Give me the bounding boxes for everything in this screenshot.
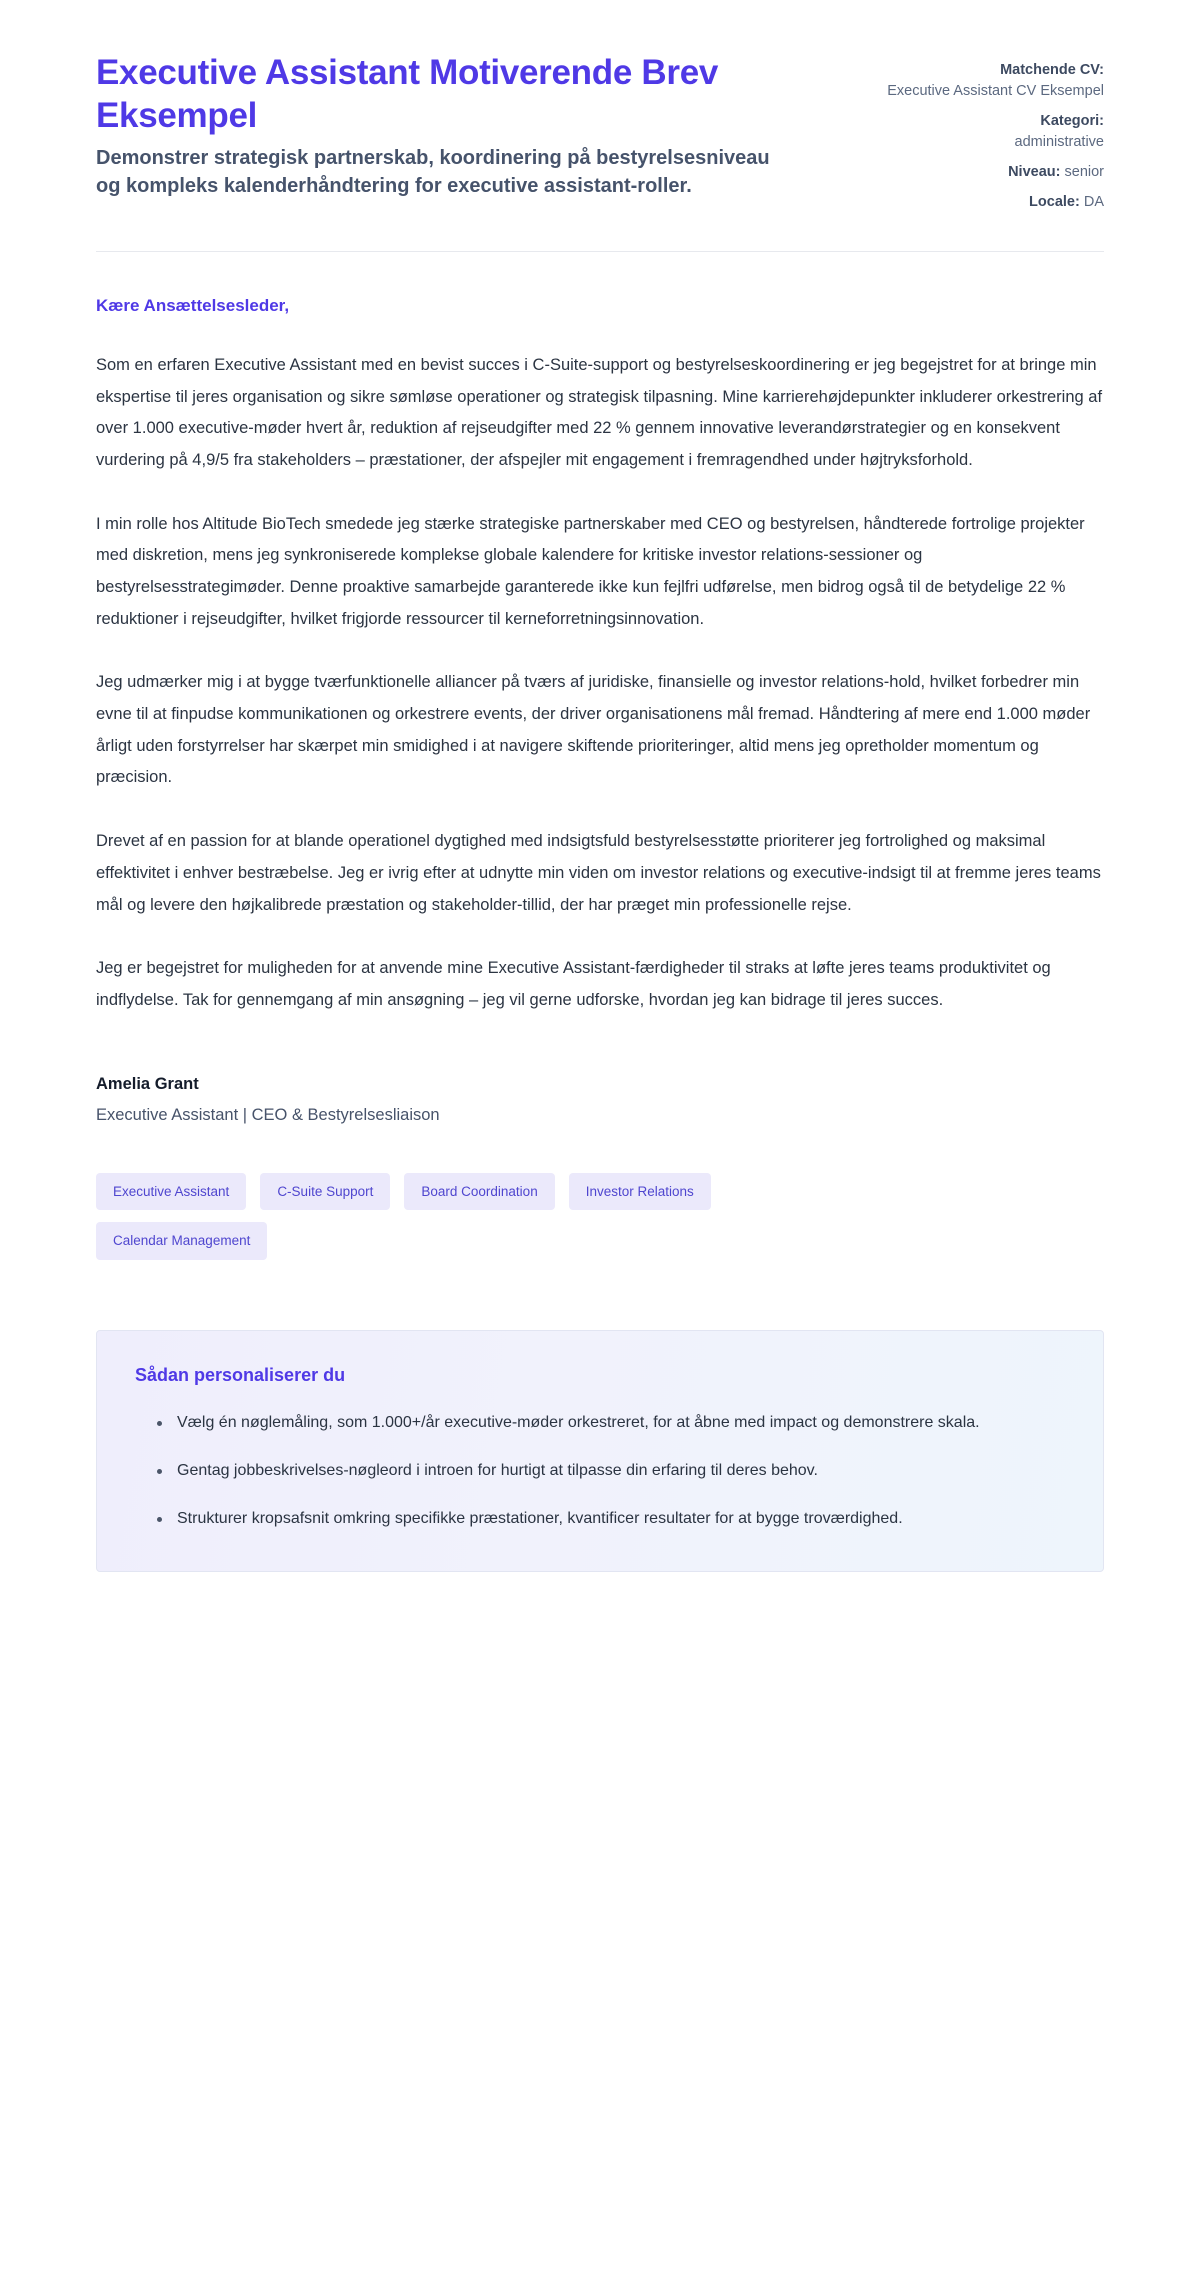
tag-chip[interactable]: Board Coordination <box>404 1173 554 1211</box>
meta-category-value: administrative <box>1014 134 1104 151</box>
tag-chip[interactable]: C-Suite Support <box>260 1173 390 1211</box>
meta-matching-cv-label: Matchende CV: <box>1000 62 1104 78</box>
meta-category <box>887 111 1104 153</box>
letter-paragraph: I min rolle hos Altitude BioTech smedede jeg stærke strategiske partnerskaber med CEO og bestyrelsen, håndterede fortrolige projekter med diskretion, mens jeg synkroniserede komplekse globale kalendere for kritiske investor relations-sessioner og bestyrelsesstrategimøder. Denne proaktive samarbejde garanterede ikke kun fejlfri udførelse, men bidrog også til de betydelige 22 % reduktioner i rejseudgifter, hvilket frigjorde ressourcer til kerneforretningsinnovation. <box>96 514 1085 628</box>
meta-level-label: Niveau: <box>1008 164 1061 181</box>
letter-paragraph: Jeg udmærker mig i at bygge tværfunktionelle alliancer på tværs af juridiske, finansielle og investor relations-hold, hvilket forbedrer min evne til at finpudse kommunikationen og orkestrere events, der driver organisationens mål fremad. Håndtering af mere end 1.000 møder årligt uden forstyrrelser har skærpet min smidighed i at navigere skiftende prioriteringer, altid mens jeg opretholder momentum og præcision. <box>96 673 1091 787</box>
letter-greeting: Kære Ansættelsesleder, <box>96 296 290 316</box>
page-header <box>96 0 1104 213</box>
tag-chip[interactable]: Executive Assistant <box>96 1173 246 1211</box>
meta-matching-cv-value: Executive Assistant CV Eksempel <box>887 83 1104 100</box>
signature-role: Executive Assistant | CEO & Bestyrelsesliaison <box>96 1105 440 1124</box>
meta-locale-value: DA <box>1083 194 1104 211</box>
meta-locale-label: Locale: <box>1029 194 1080 211</box>
tag-chip[interactable]: Calendar Management <box>96 1222 267 1260</box>
callout-tip-list <box>135 1408 1065 1535</box>
meta-matching-cv <box>887 60 1104 102</box>
callout-tip-item: Gentag jobbeskrivelses-nøgleord i introen for hurtigt at tilpasse din erfaring til deres behov. <box>157 1456 1065 1486</box>
callout-title: Sådan personaliserer du <box>135 1364 346 1385</box>
meta-category-label: Kategori: <box>1040 113 1104 130</box>
letter-paragraph: Som en erfaren Executive Assistant med en bevist succes i C-Suite-support og bestyrelseskoordinering er jeg begejstret for at bringe min ekspertise til jeres organisation og sikre sømløse operationer og strategisk tilpasning. Mine karrierehøjdepunkter inkluderer orkestrering af over 1.000 executive-møder hvert år, reduktion af rejseudgifter med 22 % gennem innovative leverandørstrategier og en konsekvent vurdering på 4,9/5 fra stakeholders – præstationer, der afspejler mit engagement i fremragendhed under højtryksforhold. <box>96 356 1103 470</box>
personalization-callout <box>96 1330 1104 1572</box>
page-title: Executive Assistant Motiverende Brev Eksempel <box>96 53 719 135</box>
callout-tip-item: Strukturer kropsafsnit omkring specifikke præstationer, kvantificer resultater for at bygge troværdighed. <box>157 1504 1065 1534</box>
tag-chip[interactable]: Investor Relations <box>569 1173 711 1211</box>
meta-level-value: senior <box>1064 164 1104 181</box>
cover-letter-body <box>96 252 1104 1016</box>
page-subtitle: Demonstrer strategisk partnerskab, koordinering på bestyrelsesniveau og kompleks kalenderhåndtering for executive assistant-roller. <box>96 147 770 197</box>
meta-level <box>887 162 1104 183</box>
callout-tip-item: Vælg én nøglemåling, som 1.000+/år executive-møder orkestreret, for at åbne med impact og demonstrere skala. <box>157 1408 1065 1438</box>
letter-paragraph: Drevet af en passion for at blande operationel dygtighed med indsigtsfuld bestyrelsesstøtte prioriterer jeg fortrolighed og maksimal effektivitet i enhver bestræbelse. Jeg er ivrig efter at udnytte min viden om investor relations og executive-indsigt til at fremme jeres teams mål og levere den højkalibrede præstation og stakeholder-tillid, der har præget min professionelle rejse. <box>96 832 1101 914</box>
header-title-block <box>96 52 796 201</box>
signature-name: Amelia Grant <box>96 1074 199 1093</box>
signature-block <box>96 1075 1104 1125</box>
meta-locale <box>887 192 1104 213</box>
letter-paragraph: Jeg er begejstret for muligheden for at anvende mine Executive Assistant-færdigheder til straks at løfte jeres teams produktivitet og indflydelse. Tak for gennemgang af min ansøgning – jeg vil gerne udforske, hvordan jeg kan bidrage til jeres succes. <box>96 959 1051 1009</box>
tag-list <box>96 1173 886 1260</box>
document-metadata <box>887 52 1104 213</box>
